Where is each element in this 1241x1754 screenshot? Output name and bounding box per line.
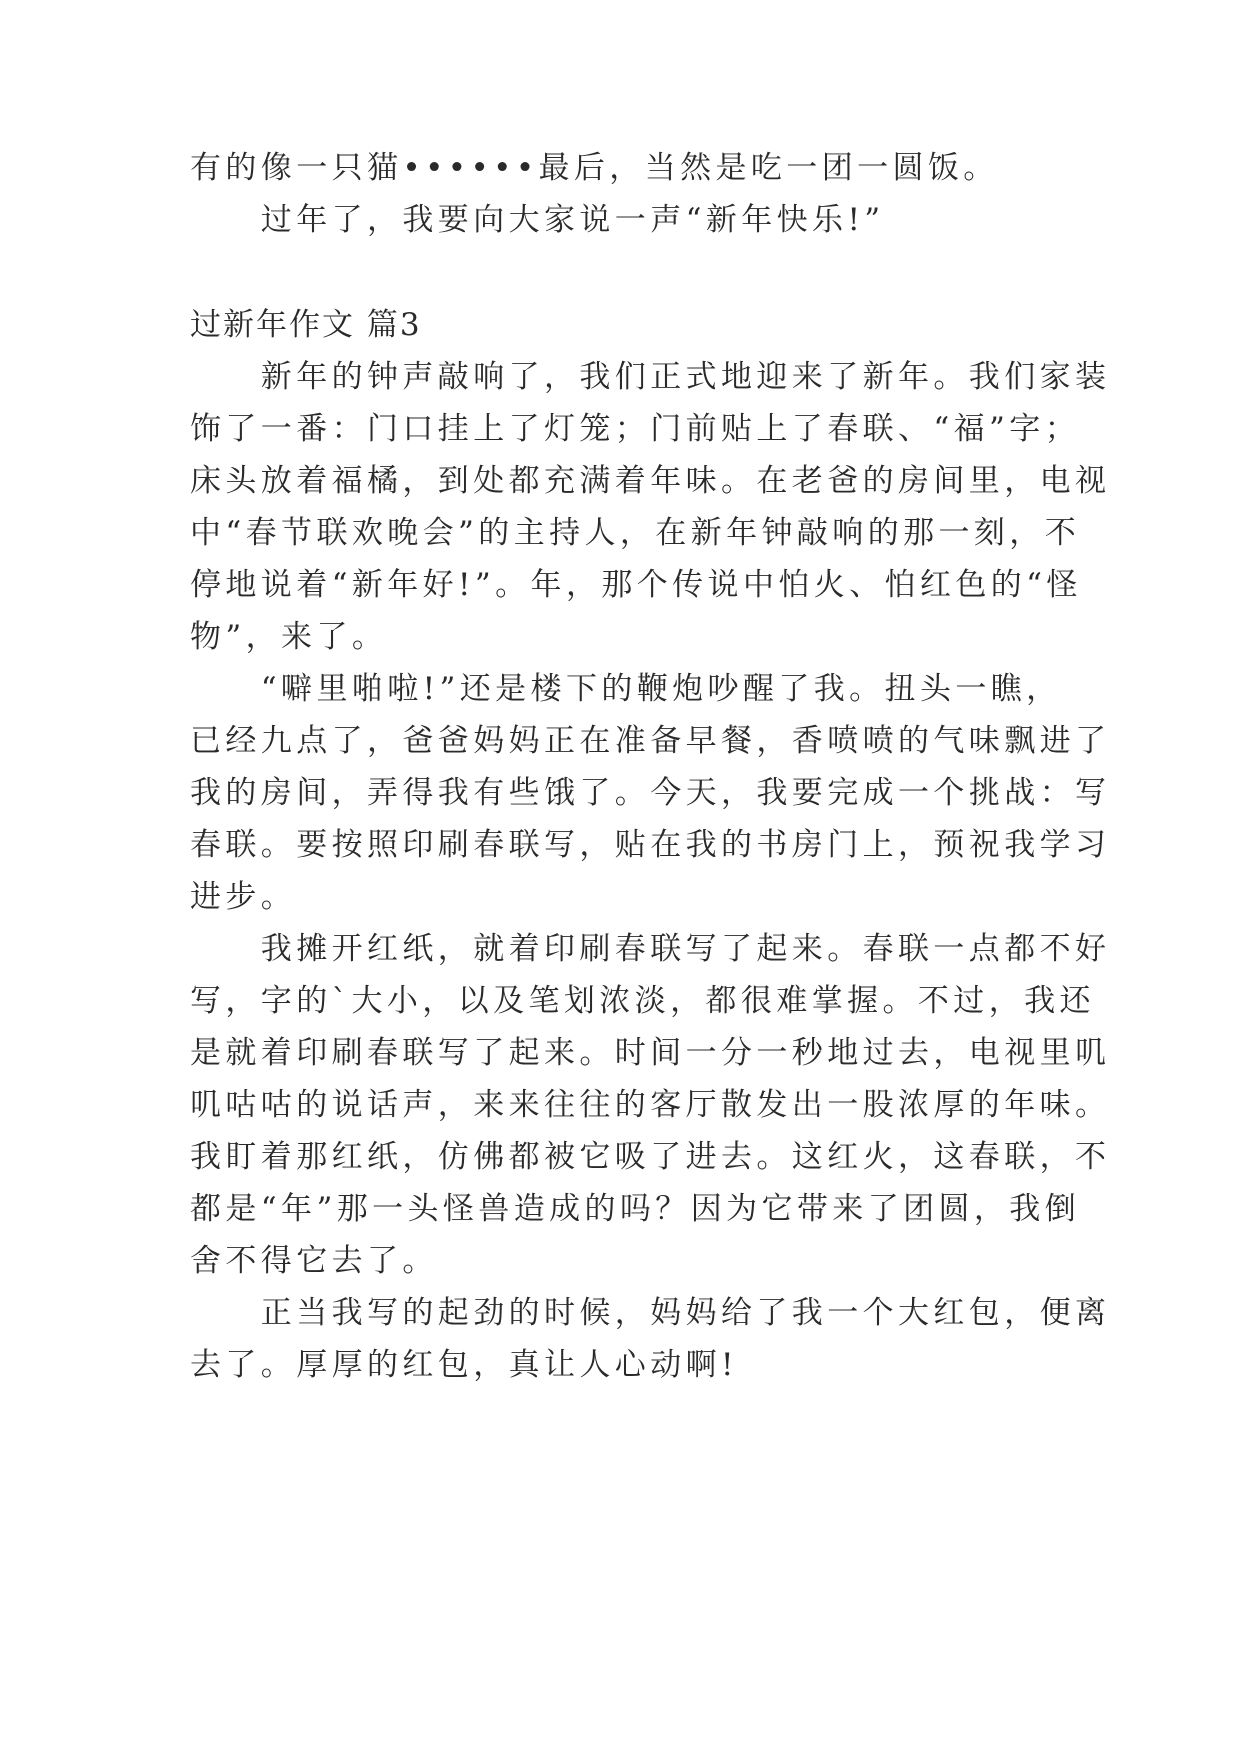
- body-line-7: “噼里啪啦!”还是楼下的鞭炮吵醒了我。扭头一瞧，: [190, 671, 1062, 707]
- body-line-1: 新年的钟声敲响了，我们正式地迎来了新年。我们家装: [190, 359, 1111, 395]
- body-line-12: 我摊开红纸，就着印刷春联写了起来。春联一点都不好: [190, 931, 1111, 967]
- body-line-16: 我盯着那红纸，仿佛都被它吸了进去。这红火，这春联，不: [190, 1139, 1111, 1175]
- body-line-19: 正当我写的起劲的时候，妈妈给了我一个大红包，便离: [190, 1295, 1111, 1331]
- body-line-17: 都是“年”那一头怪兽造成的吗？因为它带来了团圆，我倒: [190, 1191, 1081, 1227]
- intro-line-2: 过年了，我要向大家说一声“新年快乐!”: [190, 202, 885, 238]
- body-line-9: 我的房间，弄得我有些饿了。今天，我要完成一个挑战：写: [190, 775, 1111, 811]
- body-line-10: 春联。要按照印刷春联写，贴在我的书房门上，预祝我学习: [190, 827, 1111, 863]
- body-line-11: 进步。: [190, 879, 297, 915]
- body-line-13: 写，字的`大小，以及笔划浓淡，都很难掌握。不过，我还: [190, 983, 1095, 1019]
- body-line-2: 饰了一番：门口挂上了灯笼；门前贴上了春联、“福”字；: [190, 411, 1081, 447]
- body-line-5: 停地说着“新年好!”。年，那个传说中怕火、怕红色的“怪: [190, 567, 1082, 603]
- body-line-14: 是就着印刷春联写了起来。时间一分一秒地过去，电视里叽: [190, 1035, 1111, 1071]
- body-line-6: 物”，来了。: [190, 619, 388, 655]
- body-line-3: 床头放着福橘，到处都充满着年味。在老爸的房间里，电视: [190, 463, 1111, 499]
- body-line-15: 叽咕咕的说话声，来来往往的客厅散发出一股浓厚的年味。: [190, 1087, 1111, 1123]
- body-line-18: 舍不得它去了。: [190, 1243, 438, 1279]
- body-line-8: 已经九点了，爸爸妈妈正在准备早餐，香喷喷的气味飘进了: [190, 723, 1111, 759]
- intro-line-1: 有的像一只猫••••••最后，当然是吃一团一圆饭。: [190, 150, 999, 186]
- section-title: 过新年作文 篇3: [190, 307, 422, 343]
- body-line-4: 中“春节联欢晚会”的主持人，在新年钟敲响的那一刻，不: [190, 515, 1081, 551]
- body-line-20: 去了。厚厚的红包，真让人心动啊!: [190, 1347, 738, 1383]
